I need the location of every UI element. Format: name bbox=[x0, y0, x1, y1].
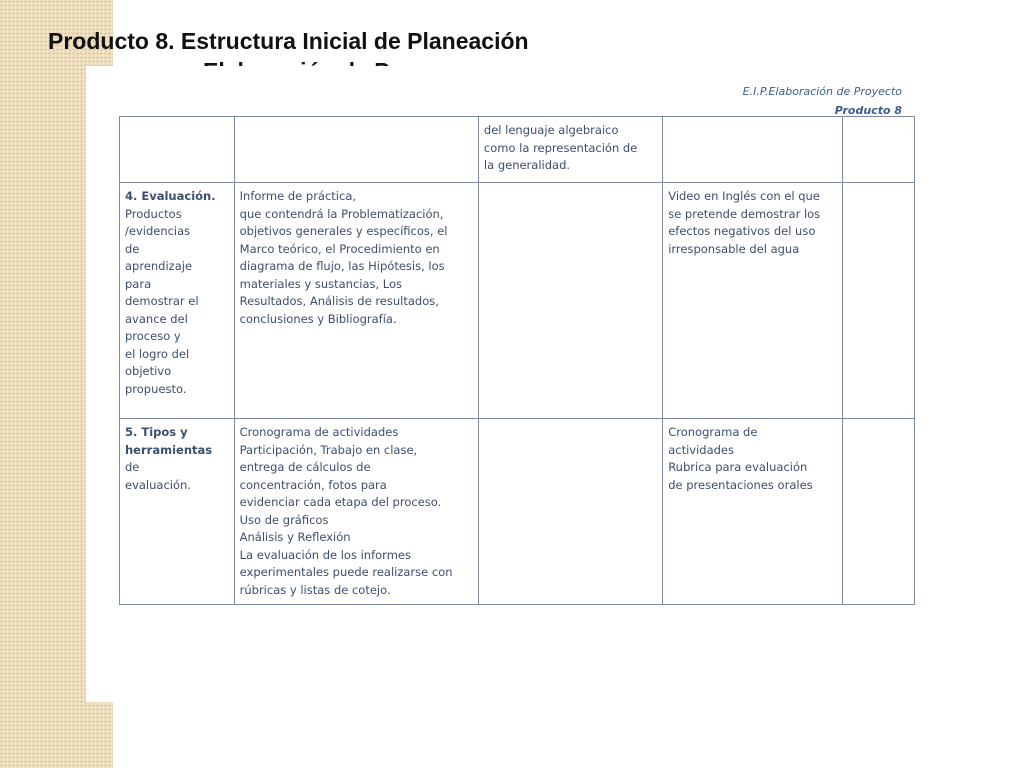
table-cell bbox=[234, 117, 478, 183]
table-cell bbox=[478, 419, 662, 605]
table-cell: del lenguaje algebraico como la representación de la generalidad. bbox=[478, 117, 662, 183]
slide-title-line1: Producto 8. Estructura Inicial de Planeación bbox=[48, 28, 529, 54]
planning-table bbox=[119, 116, 915, 605]
table-cell bbox=[478, 183, 662, 419]
table-cell bbox=[663, 117, 843, 183]
table-row bbox=[120, 117, 915, 183]
table-cell: Informe de práctica, que contendrá la Problematización, objetivos generales y específicos, el Marco teórico, el Procedimiento en diagrama de flujo, las Hipótesis, los materiales y sustancias, Los Resultados, Análisis de resultados, conclusiones y Bibliografía. bbox=[234, 183, 478, 419]
table-cell: Cronograma de actividades Participación, Trabajo en clase, entrega de cálculos de concentración, fotos para evidenciar cada etapa del proceso. Uso de gráficos Análisis y Reflexión La evaluación de los informes experimentales puede realizarse con rúbricas y listas de cotejo. bbox=[234, 419, 478, 605]
table-cell bbox=[843, 117, 915, 183]
slide-title bbox=[48, 28, 668, 68]
table-cell-evaluation-label bbox=[120, 183, 235, 419]
table-cell-tools-label bbox=[120, 419, 235, 605]
document-page bbox=[86, 66, 934, 702]
table-row bbox=[120, 183, 915, 419]
document-header bbox=[743, 82, 902, 120]
table-cell: Cronograma de actividades Rubrica para evaluación de presentaciones orales bbox=[663, 419, 843, 605]
row-heading-tail: de bbox=[125, 460, 140, 474]
document-header-project: E.I.P.Elaboración de Proyecto bbox=[742, 85, 902, 98]
table-cell: Video en Inglés con el que se pretende demostrar los efectos negativos del uso irresponsable del agua bbox=[663, 183, 843, 419]
row-heading-detail: Productos /evidencias de aprendizaje para demostrar el avance del proceso y el logro del objetivo propuesto. bbox=[125, 206, 199, 396]
row-heading: 4. Evaluación. bbox=[125, 189, 216, 203]
table-cell bbox=[843, 419, 915, 605]
table-cell bbox=[843, 183, 915, 419]
table-cell bbox=[120, 117, 235, 183]
row-heading: 5. Tipos y herramientas bbox=[125, 425, 213, 457]
document-header-product: Producto 8 bbox=[834, 104, 902, 117]
row-heading-detail: evaluación. bbox=[125, 477, 191, 492]
table-row bbox=[120, 419, 915, 605]
